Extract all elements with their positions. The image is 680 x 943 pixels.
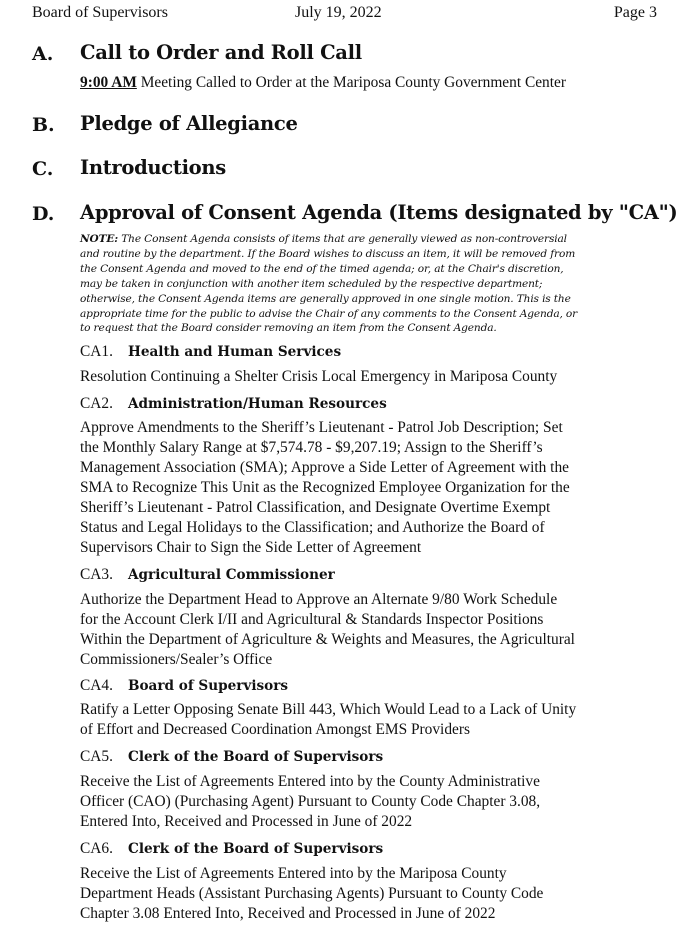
item-description (80, 367, 670, 387)
note-line: to request that the Board consider removing an item from the Consent Agenda. (80, 322, 497, 335)
item-department: Administration/Human Resources (128, 396, 387, 412)
item-line: Approve Amendments to the Sheriff’s Lieutenant - Patrol Job Description; Set (80, 419, 563, 436)
item-line: Resolution Continuing a Shelter Crisis Local Emergency in Mariposa County (80, 368, 558, 385)
section-letter: B. (32, 114, 55, 136)
item-number: CA4. (80, 677, 113, 694)
section-letter: A. (32, 43, 54, 65)
item-line: Status and Legal Holidays to the Classification; and Authorize the Board of (80, 519, 545, 536)
item-department: Board of Supervisors (128, 678, 289, 694)
section-title: Introductions (80, 156, 226, 179)
item-line: Commissioners/Sealer’s Office (80, 651, 273, 668)
item-line: Ratify a Letter Opposing Senate Bill 443, Which Would Lead to a Lack of Unity (80, 701, 577, 718)
item-line: Supervisors Chair to Sign the Side Letter of Agreement (80, 539, 422, 556)
item-department: Health and Human Services (128, 344, 342, 360)
header-date: July 19, 2022 (295, 4, 382, 21)
item-line: the Monthly Salary Range at $7,574.78 - $9,207.19; Assign to the Sheriff’s (80, 439, 543, 456)
item-description (80, 590, 670, 670)
section-letter: C. (32, 158, 54, 180)
item-line: Receive the List of Agreements Entered into by the Mariposa County (80, 865, 507, 882)
note-line: may be taken in conjunction with another item scheduled by the respective department; (80, 277, 543, 290)
item-line: Management Association (SMA); Approve a Side Letter of Agreement with the (80, 459, 569, 476)
call-to-order-line (80, 73, 662, 93)
consent-item-ca6 (80, 840, 383, 858)
header-body-name: Board of Supervisors (32, 4, 168, 21)
consent-item-ca2 (80, 395, 387, 413)
page-header (32, 4, 657, 24)
item-line: Department Heads (Assistant Purchasing Agents) Pursuant to County Code (80, 885, 544, 902)
item-description (80, 700, 670, 740)
item-number: CA1. (80, 343, 113, 360)
item-line: Within the Department of Agriculture & Weights and Measures, the Agricultural (80, 631, 575, 648)
note-line: and routine by the department. If the Board wishes to discuss an item, it will be removed from (80, 247, 576, 260)
item-description (80, 772, 670, 832)
item-line: Entered Into, Received and Processed in June of 2022 (80, 813, 413, 830)
note-line: otherwise, the Consent Agenda items are generally approved in one single motion. This is the (80, 292, 571, 305)
consent-item-ca1 (80, 343, 341, 361)
item-number: CA6. (80, 840, 113, 857)
item-line: Sheriff’s Lieutenant - Patrol Classification, and Designate Overtime Exempt (80, 499, 551, 516)
consent-item-ca5 (80, 748, 383, 766)
consent-item-ca4 (80, 677, 288, 695)
section-title: Approval of Consent Agenda (Items designated by "CA") (80, 201, 678, 224)
consent-agenda-note (80, 232, 662, 336)
note-line: appropriate time for the public to advise the Chair of any comments to the Consent Agenda, or (80, 307, 578, 320)
section-letter: D. (32, 203, 55, 225)
item-line: Authorize the Department Head to Approve an Alternate 9/80 Work Schedule (80, 591, 558, 608)
call-to-order-text: Meeting Called to Order at the Mariposa County Government Center (136, 74, 566, 91)
section-title: Pledge of Allegiance (80, 112, 298, 135)
item-description (80, 864, 670, 924)
meeting-time: 9:00 AM (80, 74, 137, 91)
item-department: Agricultural Commissioner (128, 567, 335, 583)
item-department: Clerk of the Board of Supervisors (128, 841, 384, 857)
section-title: Call to Order and Roll Call (80, 41, 362, 64)
note-line: the Consent Agenda and moved to the end of the timed agenda; or, at the Chair's discretion, (80, 262, 564, 275)
note-label: NOTE: (80, 233, 119, 245)
item-number: CA5. (80, 748, 113, 765)
header-page-number: Page 3 (613, 4, 657, 21)
item-line: for the Account Clerk I/II and Agricultural & Standards Inspector Positions (80, 611, 544, 628)
item-number: CA3. (80, 566, 113, 583)
item-line: Receive the List of Agreements Entered into by the County Administrative (80, 773, 540, 790)
item-line: SMA to Recognize This Unit as the Recognized Employee Organization for the (80, 479, 570, 496)
item-line: Officer (CAO) (Purchasing Agent) Pursuant to County Code Chapter 3.08, (80, 793, 541, 810)
note-line: The Consent Agenda consists of items that are generally viewed as non-controversial (118, 233, 567, 245)
consent-item-ca3 (80, 566, 335, 584)
item-description (80, 418, 670, 558)
item-line: Chapter 3.08 Entered Into, Received and Processed in June of 2022 (80, 905, 496, 922)
item-line: of Effort and Decreased Coordination Amongst EMS Providers (80, 721, 470, 738)
item-department: Clerk of the Board of Supervisors (128, 749, 384, 765)
item-number: CA2. (80, 395, 113, 412)
